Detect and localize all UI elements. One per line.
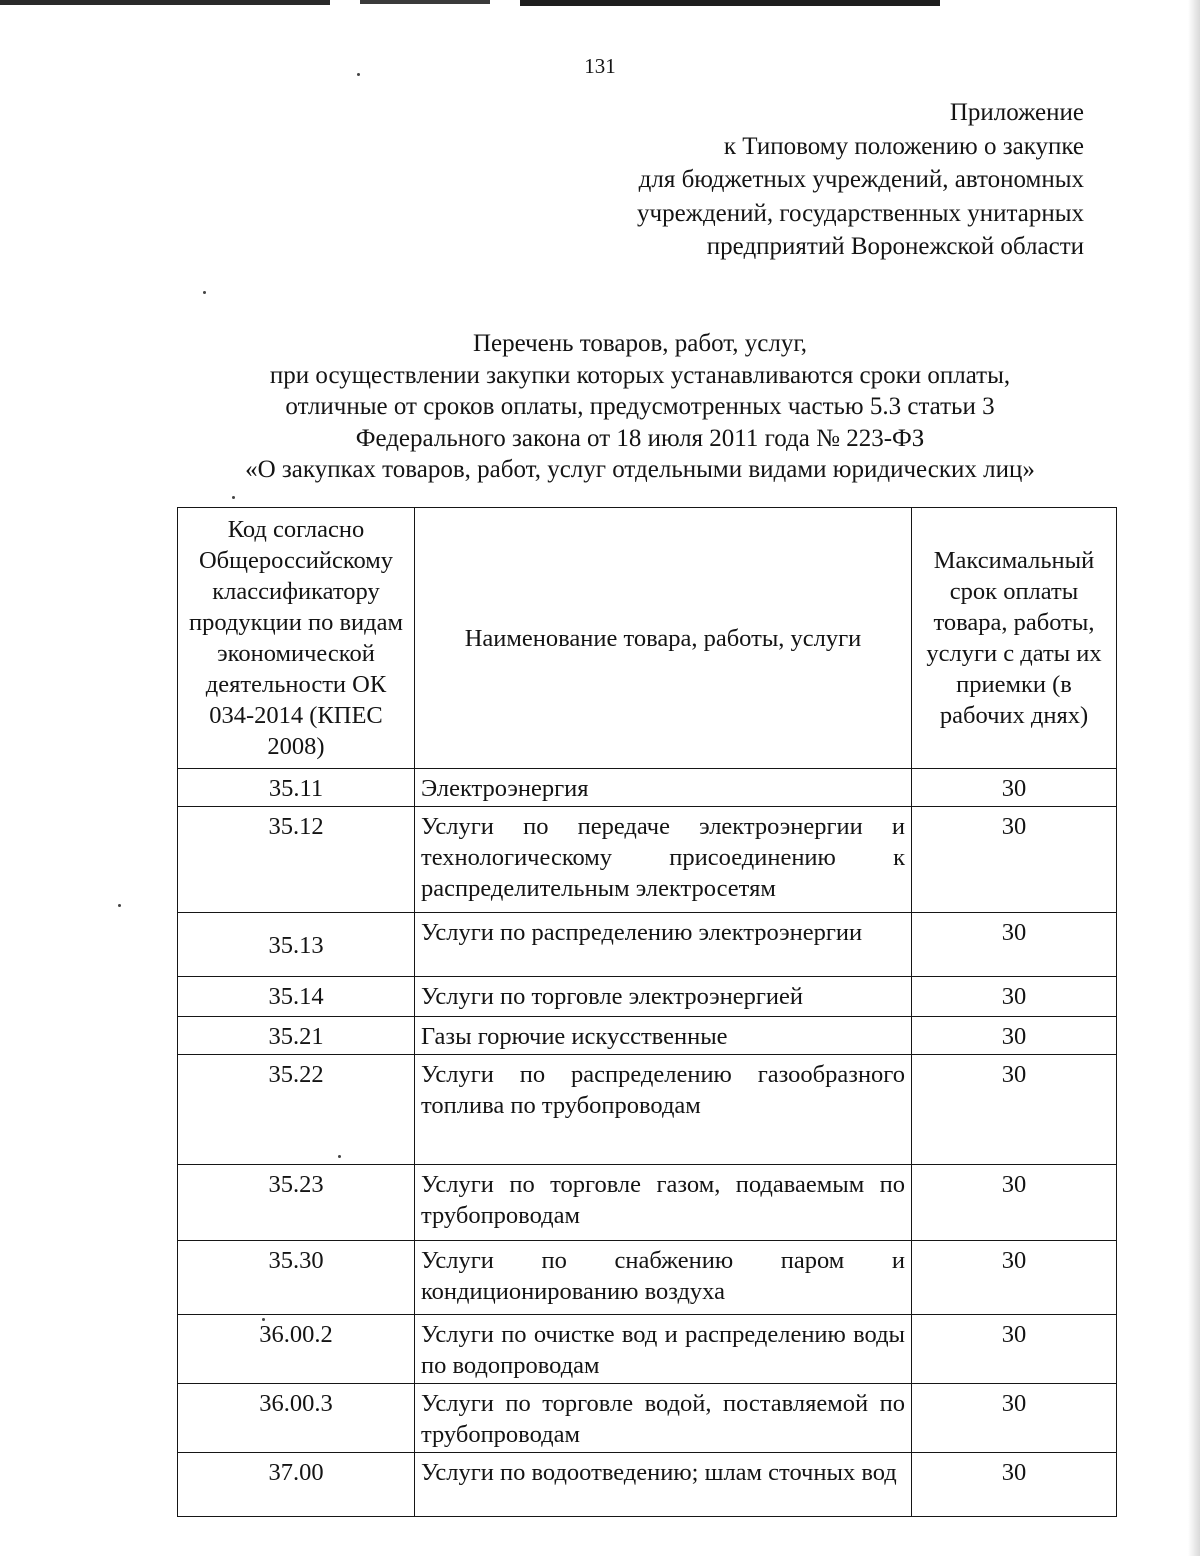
cell-term: 30 (912, 913, 1117, 977)
cell-code: 35.30 (178, 1241, 415, 1315)
scan-artifact (0, 0, 330, 5)
scan-speck (203, 291, 206, 294)
scan-speck (262, 1318, 265, 1321)
table-row (178, 1453, 1117, 1517)
cell-name: Услуги по торговле водой, поставляемой по трубопроводам (415, 1384, 912, 1453)
cell-term: 30 (912, 1315, 1117, 1384)
title-line: «О закупках товаров, работ, услуг отдельными видами юридических лиц» (245, 456, 1035, 483)
cell-name: Услуги по торговле электроэнергией (415, 977, 912, 1017)
cell-name: Электроэнергия (415, 769, 912, 807)
cell-code: 37.00 (178, 1453, 415, 1517)
table-row (178, 769, 1117, 807)
title-line: Федерального закона от 18 июля 2011 года № 223-ФЗ (355, 424, 925, 452)
title-line: при осуществлении закупки которых устанавливаются сроки оплаты, (269, 361, 1011, 389)
cell-term: 30 (912, 1384, 1117, 1453)
cell-name: Услуги по очистке вод и распределению воды по водопроводам (415, 1315, 912, 1384)
document-title (150, 328, 1130, 486)
header-code: Код согласно Общероссийскому классификатору продукции по видам экономической деятельности ОК 034-2014 (КПЕС 2008) (178, 508, 415, 769)
cell-code: 35.21 (178, 1017, 415, 1055)
title-line: Перечень товаров, работ, услуг, (472, 330, 808, 357)
table-header-row (178, 508, 1117, 769)
cell-name: Услуги по снабжению паром и кондиционированию воздуха (415, 1241, 912, 1315)
table-row (178, 807, 1117, 913)
cell-term: 30 (912, 1017, 1117, 1055)
page-number: 131 (584, 54, 616, 78)
cell-code: 35.23 (178, 1165, 415, 1241)
cell-name: Услуги по водоотведению; шлам сточных вод (415, 1453, 912, 1517)
appendix-header (464, 96, 1084, 264)
table-row (178, 1315, 1117, 1384)
appendix-line: предприятий Воронежской области (706, 233, 1084, 260)
cell-name: Газы горючие искусственные (415, 1017, 912, 1055)
cell-code: 35.22 (178, 1055, 415, 1165)
cell-code: 35.13 (178, 913, 415, 977)
goods-services-table (177, 507, 1117, 1517)
appendix-line: учреждений, государственных унитарных (637, 199, 1084, 227)
scan-edge-top (0, 0, 1200, 10)
cell-term: 30 (912, 807, 1117, 913)
cell-code: 35.12 (178, 807, 415, 913)
scan-edge-right (1188, 0, 1200, 1556)
appendix-line: к Типовому положению о закупке (723, 132, 1084, 160)
cell-term: 30 (912, 1165, 1117, 1241)
table-row (178, 977, 1117, 1017)
table-row (178, 913, 1117, 977)
cell-name: Услуги по передаче электроэнергии и технологическому присоединению к распределительным электросетям (415, 807, 912, 913)
table-row (178, 1055, 1117, 1165)
cell-term: 30 (912, 1241, 1117, 1315)
cell-term: 30 (912, 769, 1117, 807)
header-payment-term: Максимальный срок оплаты товара, работы, услуги с даты их приемки (в рабочих днях) (912, 508, 1117, 769)
cell-code: 35.11 (178, 769, 415, 807)
scan-artifact (360, 0, 490, 4)
cell-name: Услуги по торговле газом, подаваемым по трубопроводам (415, 1165, 912, 1241)
cell-code: 36.00.2 (178, 1315, 415, 1384)
scan-speck (118, 904, 121, 907)
cell-code: 36.00.3 (178, 1384, 415, 1453)
table-row (178, 1165, 1117, 1241)
cell-name: Услуги по распределению электроэнергии (415, 913, 912, 977)
scan-speck (357, 73, 360, 76)
cell-term: 30 (912, 977, 1117, 1017)
table-row (178, 1384, 1117, 1453)
table-row (178, 1017, 1117, 1055)
appendix-line: Приложение (949, 99, 1084, 126)
cell-name: Услуги по распределению газообразного топлива по трубопроводам (415, 1055, 912, 1165)
scan-speck (232, 496, 235, 499)
appendix-line: для бюджетных учреждений, автономных (638, 166, 1084, 193)
table-row (178, 1241, 1117, 1315)
cell-term: 30 (912, 1453, 1117, 1517)
title-line: отличные от сроков оплаты, предусмотренных частью 5.3 статьи 3 (285, 393, 995, 420)
cell-code: 35.14 (178, 977, 415, 1017)
cell-term: 30 (912, 1055, 1117, 1165)
header-name: Наименование товара, работы, услуги (415, 508, 912, 769)
scan-speck (338, 1155, 341, 1158)
scan-artifact (520, 0, 940, 6)
